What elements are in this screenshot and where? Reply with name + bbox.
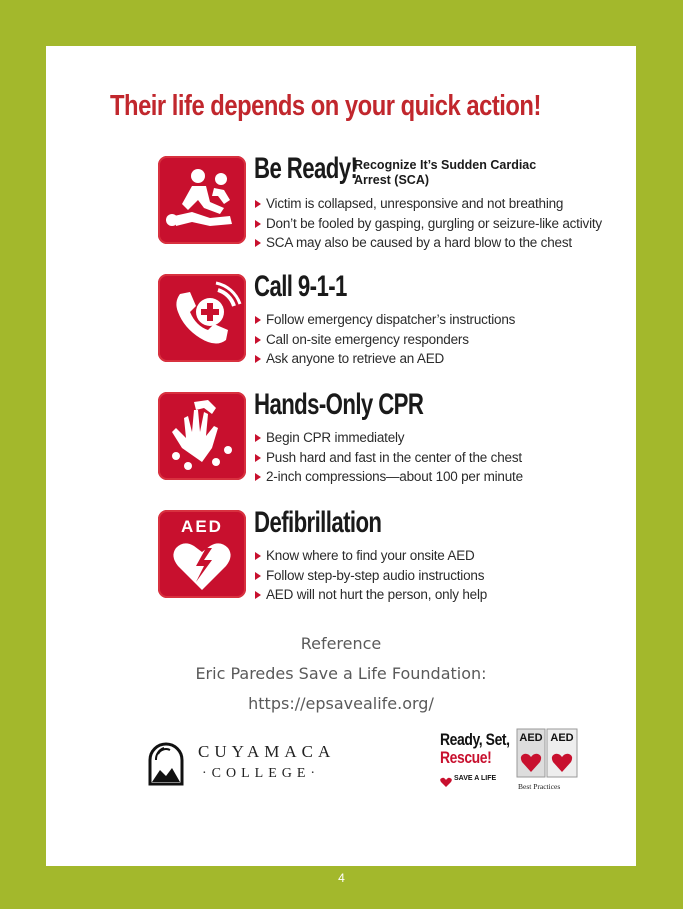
- bullet-item: Follow emergency dispatcher’s instructions: [254, 310, 515, 330]
- bullet-item: 2-inch compressions—about 100 per minute: [254, 467, 523, 487]
- rsr-title: Ready, Set,: [440, 730, 510, 749]
- college-subname: ·COLLEGE·: [202, 766, 321, 781]
- heart-icon: [440, 774, 452, 792]
- step-title: Hands-Only CPR: [254, 388, 424, 421]
- step-be-ready: [158, 152, 618, 250]
- step-title: Be Ready!: [254, 152, 358, 185]
- bullet-list: [254, 194, 602, 253]
- ready-set-rescue-logo: [438, 726, 588, 806]
- bullet-item: Know where to find your onsite AED: [254, 546, 487, 566]
- bullet-list: [254, 310, 515, 369]
- college-arch-icon: [146, 740, 186, 786]
- reference-source: Eric Paredes Save a Life Foundation:: [195, 664, 487, 683]
- bullet-item: Begin CPR immediately: [254, 428, 523, 448]
- step-subtitle: Recognize It’s Sudden Cardiac Arrest (SCA): [354, 158, 537, 187]
- aed-badge-label: AED: [550, 732, 574, 744]
- step-title: Defibrillation: [254, 506, 382, 539]
- document-page: [46, 46, 636, 866]
- rsr-rescue: Rescue!: [440, 748, 492, 767]
- bullet-list: [254, 428, 523, 487]
- step-defibrillation: [158, 506, 618, 602]
- person-collapsed-icon: [158, 156, 246, 244]
- headline: Their life depends on your quick action!: [110, 90, 541, 122]
- bullet-item: Push hard and fast in the center of the chest: [254, 448, 523, 468]
- foundation-name: SAVE A LIFE: [454, 775, 497, 782]
- step-title: Call 9-1-1: [254, 270, 347, 303]
- cuyamaca-college-logo: [146, 738, 356, 798]
- bullet-item: Ask anyone to retrieve an AED: [254, 349, 515, 369]
- bullet-list: [254, 546, 487, 605]
- best-practices-label: Best Practices: [518, 782, 561, 791]
- hands-cpr-icon: [158, 392, 246, 480]
- bullet-item: Victim is collapsed, unresponsive and not breathing: [254, 194, 602, 214]
- reference-label: Reference: [300, 634, 382, 653]
- bullet-item: AED will not hurt the person, only help: [254, 585, 487, 605]
- bullet-item: SCA may also be caused by a hard blow to the chest: [254, 233, 602, 253]
- college-name: CUYAMACA: [198, 742, 336, 761]
- aed-heart-icon: [158, 510, 246, 598]
- step-call-911: [158, 270, 618, 366]
- page-number: 4: [338, 871, 345, 885]
- aed-badge-label: AED: [519, 732, 543, 744]
- bullet-item: Don’t be fooled by gasping, gurgling or seizure-like activity: [254, 214, 602, 234]
- step-hands-only-cpr: [158, 388, 618, 484]
- bullet-item: Follow step-by-step audio instructions: [254, 566, 487, 586]
- bullet-item: Call on-site emergency responders: [254, 330, 515, 350]
- aed-badge-icon: [516, 728, 578, 778]
- phone-medical-icon: [158, 274, 246, 362]
- reference-url[interactable]: https://epsavealife.org/: [248, 694, 434, 713]
- aed-icon-label: AED: [181, 517, 223, 536]
